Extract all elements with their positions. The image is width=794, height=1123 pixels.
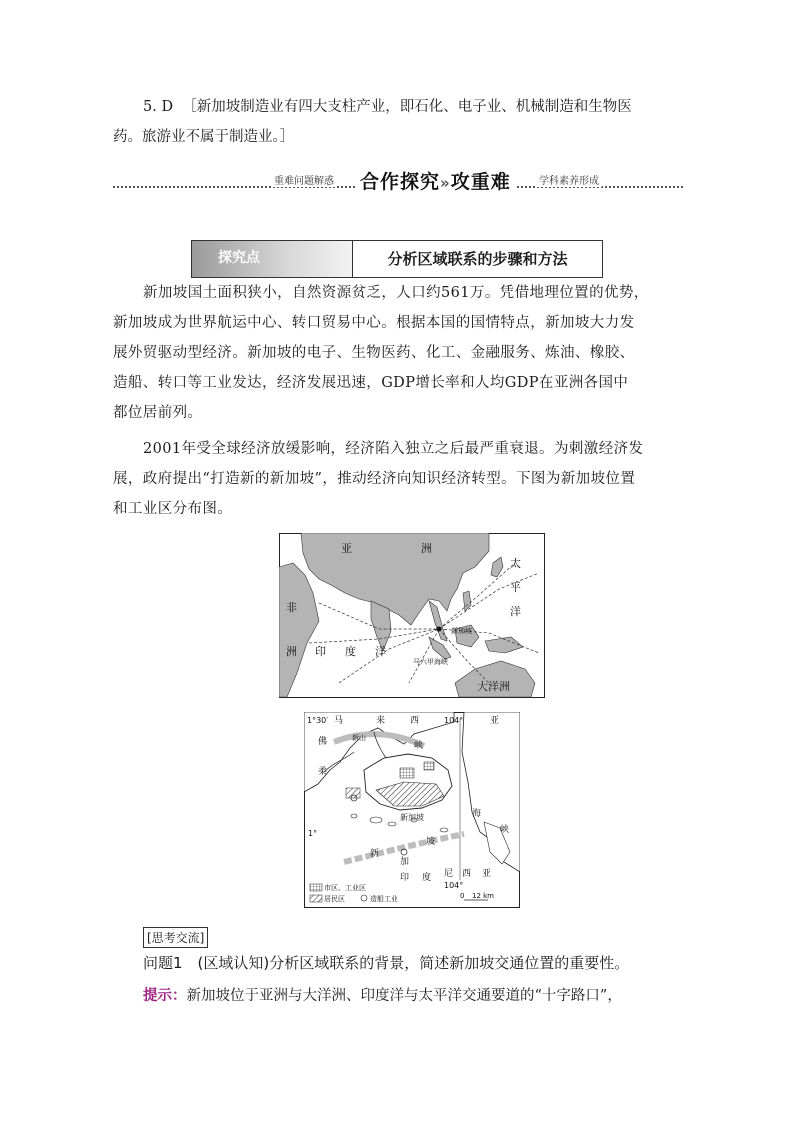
label-indian-3: 洋	[375, 645, 386, 658]
label-xi: 西	[410, 716, 420, 726]
section-banner	[113, 168, 683, 194]
p2-line: 展，政府提出“打造新的新加坡”，推动经济向知识经济转型。下图为新加坡位置	[113, 471, 636, 487]
hint-text: 新加坡位于亚洲与大洋洲、印度洋与太平洋交通要道的“十字路口”，	[186, 988, 622, 1004]
label-xi2: 西	[462, 869, 472, 879]
think-exchange-label: [思考交流]	[143, 927, 208, 948]
label-africa-1: 非	[286, 601, 297, 614]
p1-line: 造船、转口等工业发达，经济发展迅速，GDP增长率和人均GDP在亚洲各国中	[113, 375, 629, 391]
hint-line	[143, 984, 622, 1005]
paragraph-2	[113, 434, 683, 524]
answer-text-1: ［新加坡制造业有四大支柱产业，即石化、电子业、机械制造和生物医	[182, 99, 632, 115]
label-jia: 加	[400, 857, 410, 867]
label-indian-1: 印	[315, 645, 326, 658]
label-asia-2: 洲	[421, 542, 432, 555]
label-xinshan: 新山	[352, 734, 366, 742]
label-ya2: 亚	[482, 869, 492, 879]
banner-right-text: 学科素养形成	[536, 172, 602, 187]
label-rou: 柔	[318, 767, 328, 777]
urban-zone	[400, 768, 414, 778]
label-singapore-city: 新加坡	[400, 813, 424, 822]
label-du: 度	[422, 873, 432, 883]
label-xia-right: 峡	[500, 825, 510, 835]
label-xin: 新	[370, 849, 380, 859]
hint-label: 提示：	[143, 988, 187, 1004]
label-ni: 尼	[444, 869, 454, 879]
explore-tag	[192, 241, 353, 277]
label-pacific-2: 平	[510, 581, 521, 594]
question-1: 问题1 (区域认知)分析区域联系的背景，简述新加坡交通位置的重要性。	[143, 954, 630, 972]
label-africa-2: 洲	[286, 645, 297, 658]
singapore-marker	[437, 627, 442, 632]
banner-main-2: 攻重难	[450, 171, 511, 193]
answer-number: 5. D	[143, 99, 174, 115]
paragraph-1	[113, 278, 683, 428]
banner-arrow-icon: »	[440, 174, 451, 192]
singapore-location-map	[279, 533, 545, 698]
scale-zero: 0	[460, 892, 465, 900]
p1-line: 都位居前列。	[113, 405, 203, 421]
label-pacific-1: 太	[510, 557, 521, 570]
legend-residential-swatch	[310, 895, 322, 902]
p2-line: 和工业区分布图。	[113, 501, 233, 517]
answer-line-1	[143, 92, 688, 122]
label-xia-top: 峡	[414, 741, 424, 751]
legend-urban-label: 市区、工业区	[324, 884, 366, 892]
legend-urban-swatch	[310, 884, 322, 891]
residential-zone-west	[346, 788, 360, 798]
label-ya: 亚	[490, 716, 500, 726]
label-malacca: 马六甲海峡	[413, 658, 448, 666]
legend-residential-label: 居民区	[324, 895, 345, 903]
label-fo: 佛	[318, 737, 328, 747]
label-lon-top: 104°	[444, 716, 464, 725]
label-ma: 马	[334, 716, 344, 726]
p1-line: 新加坡国土面积狭小，自然资源贫乏，人口约561万。凭借地理位置的优势，	[143, 285, 649, 301]
label-indian-2: 度	[345, 645, 356, 658]
label-po: 坡	[426, 837, 436, 847]
legend-shipbuilding-label: 造船工业	[370, 895, 398, 903]
p1-line: 新加坡成为世界航运中心、转口贸易中心。根据本国的国情特点，新加坡大力发	[113, 315, 635, 331]
label-lai: 来	[376, 716, 386, 726]
p2-line: 2001年受全球经济放缓影响，经济陷入独立之后最严重衰退。为刺激经济发	[143, 441, 644, 457]
scale-km: 12 km	[472, 892, 495, 900]
label-yin: 印	[400, 873, 410, 883]
p1-line: 展外贸驱动型经济。新加坡的电子、生物医药、化工、金融服务、炼油、橡胶、	[113, 345, 635, 361]
label-singapore: 新加坡	[451, 627, 472, 635]
label-hai: 海	[472, 809, 482, 819]
label-lon-bottom: 104°	[444, 881, 464, 890]
banner-title	[356, 167, 515, 194]
label-oceania: 大洋洲	[477, 680, 510, 693]
label-asia-1: 亚	[341, 542, 352, 555]
banner-left-text: 重难问题解惑	[271, 172, 337, 187]
explore-point-box	[191, 240, 603, 278]
label-lat: 1°30′	[307, 716, 329, 725]
explore-title: 分析区域联系的步骤和方法	[387, 250, 568, 268]
explore-tag-label: 探究点	[218, 250, 260, 266]
answer-block	[113, 92, 688, 152]
banner-main-1: 合作探究	[360, 171, 441, 193]
answer-text-2: 药。旅游业不属于制造业。］	[113, 129, 295, 145]
label-one-degree: 1°	[308, 829, 318, 838]
label-pacific-3: 洋	[510, 605, 521, 618]
urban-zone-east	[424, 762, 434, 770]
singapore-industry-map	[304, 712, 520, 908]
